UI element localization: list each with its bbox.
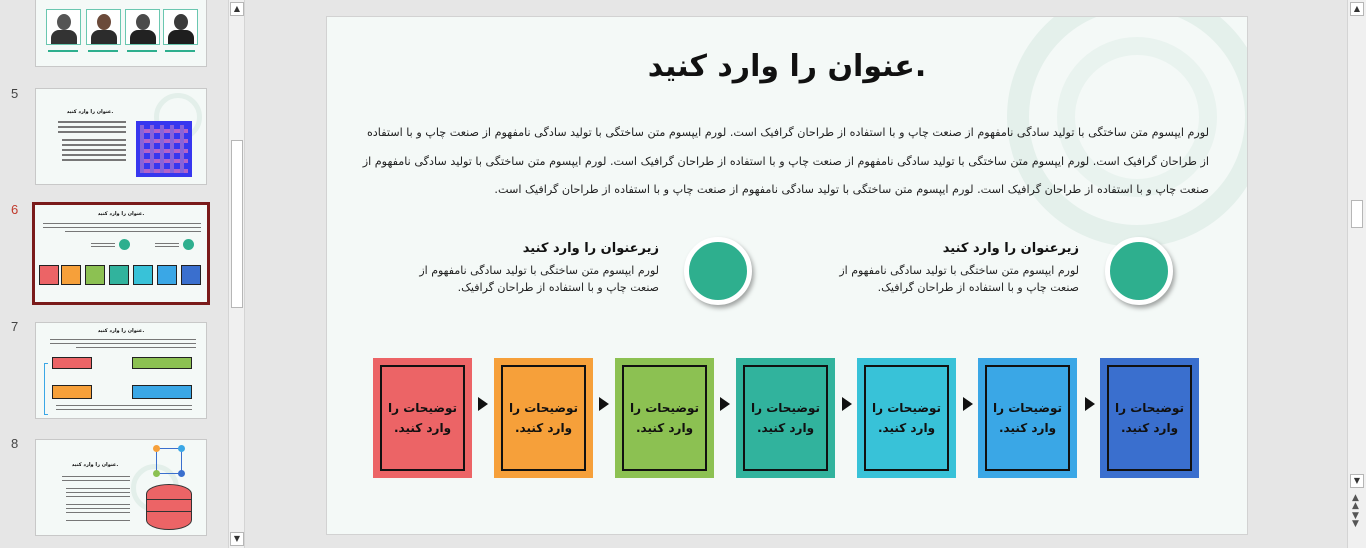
slide-thumbnail-7[interactable] xyxy=(35,322,207,419)
step-label: توضیحات را وارد کنید. xyxy=(985,365,1070,471)
arrow-right-icon xyxy=(720,397,730,411)
team-photo-2 xyxy=(86,9,121,45)
slide-number-6: 6 xyxy=(11,202,19,217)
arrow-right-icon xyxy=(842,397,852,411)
step-label: توضیحات را وارد کنید. xyxy=(1107,365,1192,471)
arrow-right-icon xyxy=(478,397,488,411)
process-step-1[interactable] xyxy=(1100,358,1199,478)
arrow-right-icon xyxy=(1085,397,1095,411)
thumbnail-scroll-handle[interactable] xyxy=(231,140,243,308)
slide-thumbnail-6[interactable] xyxy=(32,202,210,305)
scroll-up-arrow-icon[interactable]: ▲ xyxy=(230,2,244,16)
step-label: توضیحات را وارد کنید. xyxy=(380,365,465,471)
subsection-text: لورم ایپسوم متن ساختگی با تولید سادگی نامفهوم از صنعت چاپ و با استفاده از طراحان گرافیک. xyxy=(419,264,659,294)
arrow-right-icon xyxy=(963,397,973,411)
team-photo-3 xyxy=(125,9,160,45)
slide-thumbnail-pane xyxy=(0,0,228,548)
slide-title[interactable]: عنوان را وارد کنید. xyxy=(647,49,927,84)
scroll-down-arrow-icon[interactable]: ▼ xyxy=(230,532,244,546)
slide-body-text[interactable]: لورم ایپسوم متن ساختگی با تولید سادگی نامفهوم از صنعت چاپ و با استفاده از طراحان گرافیک است. لورم ایپسوم متن ساختگی با تولید سادگی نامفهوم از صنعت چاپ و با استفاده از طراحان گرافیک است. لورم ایپسوم متن ساختگی با تولید سادگی نامفهوم از صنعت چاپ و با استفاده از طراحان گرافیک است. لورم ایپسوم متن ساختگی با تولید سادگی نامفهوم از صنعت چاپ و با استفاده از طراحان گرافیک است. لورم ایپسوم متن ساختگی با تولید سادگی نامفهوم از صنعت چاپ و با استفاده از طراحان گرافیک است. xyxy=(362,126,1209,196)
next-slide-icon[interactable]: ▼ ▼ xyxy=(1352,511,1359,529)
accent-circle-right xyxy=(1105,237,1173,305)
database-icon xyxy=(146,484,192,530)
subsection-title: زیرعنوان را وارد کنید xyxy=(942,241,1079,256)
network-icon xyxy=(156,448,182,474)
slide-number-7: 7 xyxy=(11,319,19,334)
process-step-2[interactable] xyxy=(978,358,1077,478)
scroll-up-arrow-icon[interactable]: ▲ xyxy=(1350,2,1364,16)
subsection-right[interactable] xyxy=(835,241,1079,296)
slide-thumbnail-8[interactable] xyxy=(35,439,207,536)
subsection-text: لورم ایپسوم متن ساختگی با تولید سادگی نامفهوم از صنعت چاپ و با استفاده از طراحان گرافیک. xyxy=(839,264,1079,294)
step-label: توضیحات را وارد کنید. xyxy=(501,365,586,471)
current-slide[interactable] xyxy=(326,16,1248,535)
step-label: توضیحات را وارد کنید. xyxy=(864,365,949,471)
process-step-7[interactable] xyxy=(373,358,472,478)
slide-scrollbar[interactable] xyxy=(1347,0,1366,548)
slide-number-5: 5 xyxy=(11,86,19,101)
process-step-6[interactable] xyxy=(494,358,593,478)
pattern-image xyxy=(136,121,192,177)
slide-number-8: 8 xyxy=(11,436,19,451)
thumbnail-title: عنوان را وارد کنید. xyxy=(66,109,114,115)
scroll-down-arrow-icon[interactable]: ▼ xyxy=(1350,474,1364,488)
previous-slide-icon[interactable]: ▲ ▲ xyxy=(1352,493,1359,511)
process-step-5[interactable] xyxy=(615,358,714,478)
arrow-right-icon xyxy=(599,397,609,411)
team-photo-4 xyxy=(163,9,198,45)
slide-thumbnail-5[interactable] xyxy=(35,88,207,185)
step-label: توضیحات را وارد کنید. xyxy=(743,365,828,471)
team-photo-1 xyxy=(46,9,81,45)
slide-editing-canvas xyxy=(245,0,1347,548)
process-step-3[interactable] xyxy=(857,358,956,478)
subsection-title: زیرعنوان را وارد کنید xyxy=(522,241,659,256)
thumbnail-title: عنوان را وارد کنید. xyxy=(97,328,145,334)
step-label: توضیحات را وارد کنید. xyxy=(622,365,707,471)
slide-scroll-handle[interactable] xyxy=(1351,200,1363,228)
subsection-left[interactable] xyxy=(415,241,659,296)
slide-thumbnail-4[interactable] xyxy=(35,0,207,67)
process-step-4[interactable] xyxy=(736,358,835,478)
thumbnail-title: عنوان را وارد کنید. xyxy=(71,462,119,468)
accent-circle-left xyxy=(684,237,752,305)
thumbnail-scrollbar[interactable] xyxy=(228,0,245,548)
thumbnail-title: عنوان را وارد کنید. xyxy=(97,211,145,217)
